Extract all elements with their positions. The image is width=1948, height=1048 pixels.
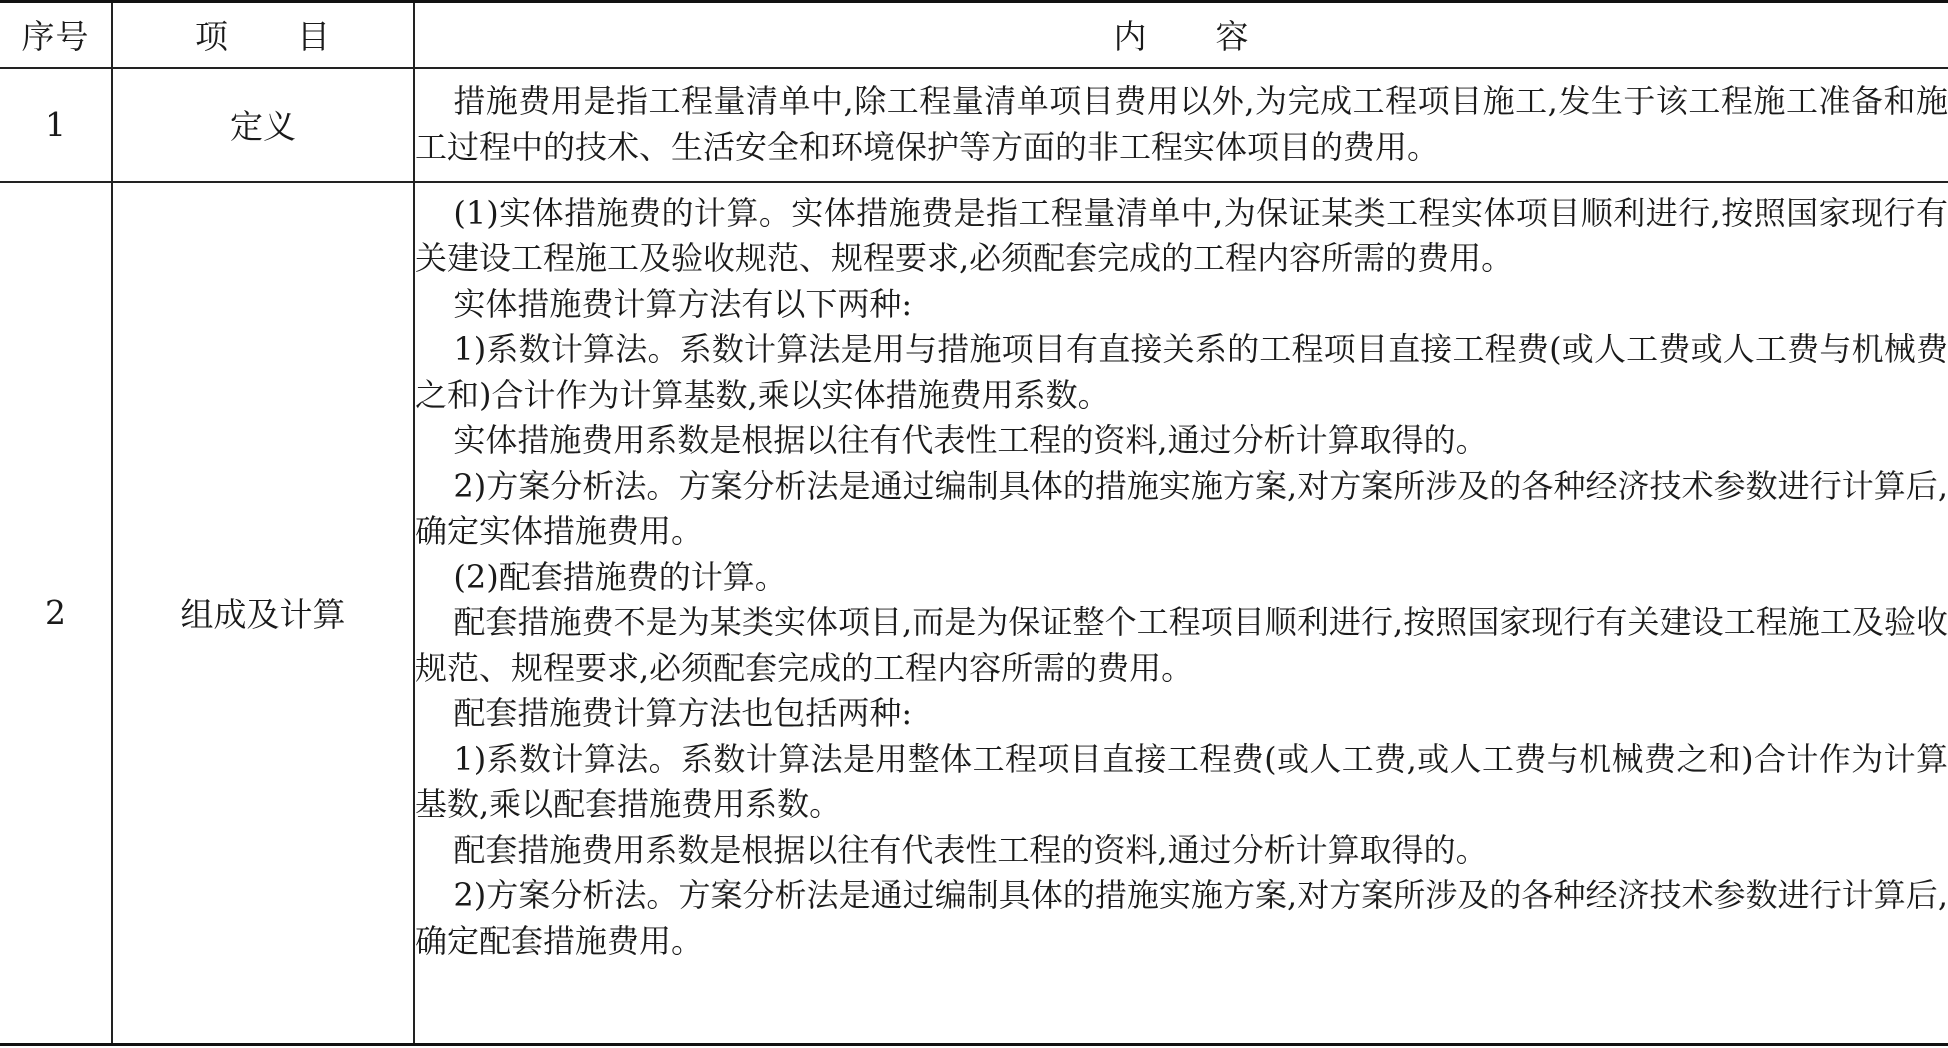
- content-paragraph: 2)方案分析法。方案分析法是通过编制具体的措施实施方案,对方案所涉及的各种经济技术参数进行计算后,确定配套措施费用。: [415, 876, 1948, 960]
- row-seq: 1: [0, 68, 112, 182]
- content-paragraph: 2)方案分析法。方案分析法是通过编制具体的措施实施方案,对方案所涉及的各种经济技术参数进行计算后,确定实体措施费用。: [415, 466, 1948, 550]
- header-item: 项 目: [112, 2, 414, 68]
- content-paragraph: 实体措施费用系数是根据以往有代表性工程的资料,通过分析计算取得的。: [453, 421, 1488, 459]
- row-content: [414, 182, 1948, 1045]
- table-row: [0, 182, 1948, 1045]
- row-seq: 2: [0, 182, 112, 1045]
- content-paragraph: 实体措施费计算方法有以下两种:: [453, 284, 913, 323]
- content-paragraph: 措施费用是指工程量清单中,除工程量清单项目费用以外,为完成工程项目施工,发生于该工程施工准备和施工过程中的技术、生活安全和环境保护等方面的非工程实体项目的费用。: [415, 82, 1948, 166]
- row-item: 定义: [112, 68, 414, 182]
- content-paragraph: 1)系数计算法。系数计算法是用整体工程项目直接工程费(或人工费,或人工费与机械费之和)合计作为计算基数,乘以配套措施费用系数。: [415, 739, 1948, 823]
- content-paragraph: 1)系数计算法。系数计算法是用与措施项目有直接关系的工程项目直接工程费(或人工费或人工费与机械费之和)合计作为计算基数,乘以实体措施费用系数。: [415, 330, 1948, 414]
- content-paragraph: (1)实体措施费的计算。实体措施费是指工程量清单中,为保证某类工程实体项目顺利进行,按照国家现行有关建设工程施工及验收规范、规程要求,必须配套完成的工程内容所需的费用。: [415, 193, 1948, 277]
- content-paragraph: 配套措施费不是为某类实体项目,而是为保证整个工程项目顺利进行,按照国家现行有关建设工程施工及验收规范、规程要求,必须配套完成的工程内容所需的费用。: [415, 603, 1948, 687]
- content-paragraph: (2)配套措施费的计算。: [453, 557, 787, 596]
- content-paragraph: 配套措施费用系数是根据以往有代表性工程的资料,通过分析计算取得的。: [453, 830, 1488, 869]
- content-paragraph: 配套措施费计算方法也包括两种:: [453, 694, 913, 732]
- table-row: [0, 68, 1948, 182]
- row-content: [414, 68, 1948, 182]
- header-seq: 序号: [0, 2, 112, 68]
- header-row: [0, 2, 1948, 68]
- row-item: 组成及计算: [112, 182, 414, 1045]
- header-content: 内 容: [414, 2, 1948, 68]
